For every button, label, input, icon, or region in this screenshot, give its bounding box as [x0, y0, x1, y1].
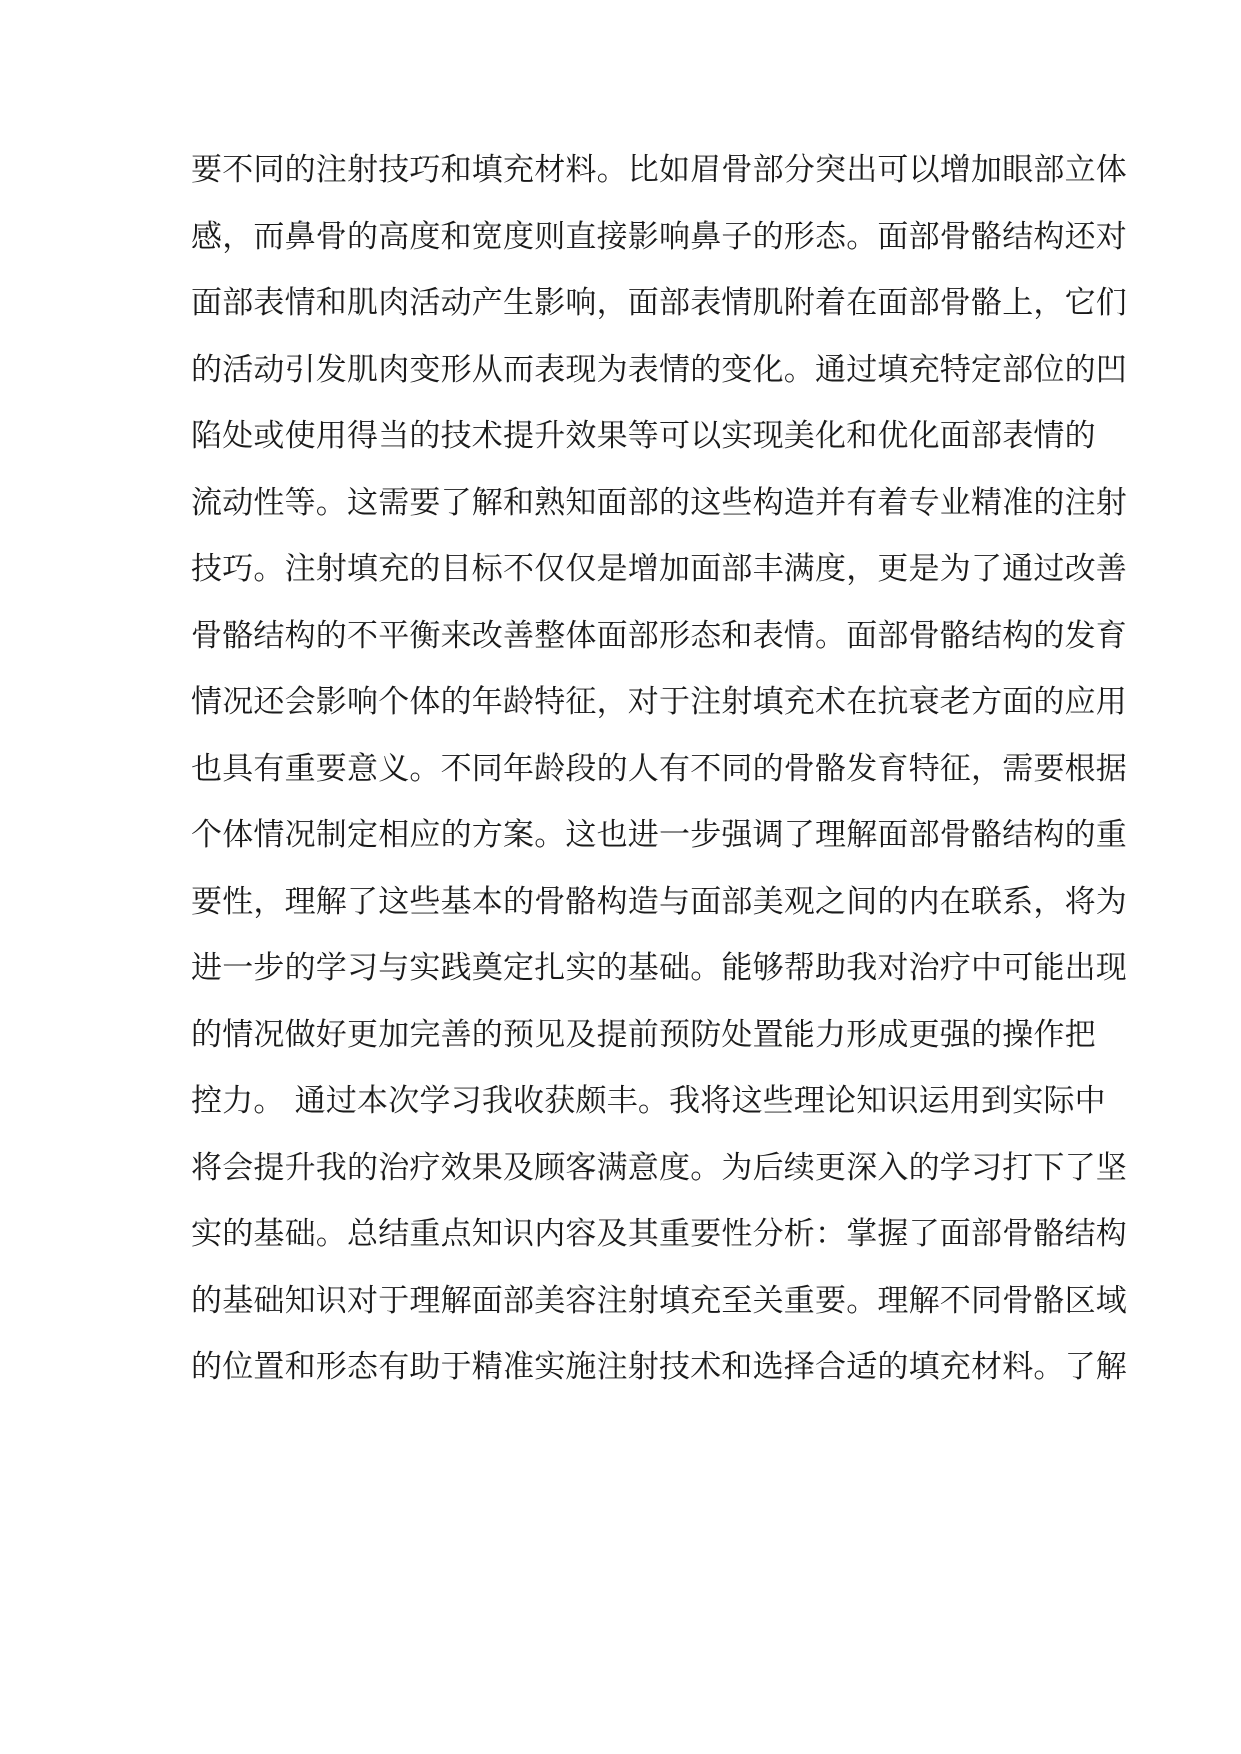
text-line: 的基础知识对于理解面部美容注射填充至关重要。理解不同骨骼区域	[191, 1282, 1127, 1319]
text-line: 要不同的注射技巧和填充材料。比如眉骨部分突出可以增加眼部立体	[191, 152, 1127, 188]
text-line: 技巧。注射填充的目标不仅仅是增加面部丰满度，更是为了通过改善	[191, 551, 1127, 587]
text-line: 的位置和形态有助于精准实施注射技术和选择合适的填充材料。了解	[191, 1349, 1127, 1385]
text-line: 要性，理解了这些基本的骨骼构造与面部美观之间的内在联系，将为	[191, 883, 1127, 920]
text-line: 陷处或使用得当的技术提升效果等可以实现美化和优化面部表情的	[191, 418, 1096, 454]
text-line: 实的基础。总结重点知识内容及其重要性分析：掌握了面部骨骼结构	[191, 1216, 1127, 1252]
text-line: 感，而鼻骨的高度和宽度则直接影响鼻子的形态。面部骨骼结构还对	[191, 218, 1127, 255]
text-line: 控力。 通过本次学习我收获颇丰。我将这些理论知识运用到实际中	[191, 1083, 1106, 1119]
text-line: 的活动引发肌肉变形从而表现为表情的变化。通过填充特定部位的凹	[191, 351, 1127, 388]
text-line: 进一步的学习与实践奠定扎实的基础。能够帮助我对治疗中可能出现	[191, 950, 1127, 986]
text-line: 面部表情和肌肉活动产生影响，面部表情肌附着在面部骨骼上，它们	[191, 285, 1127, 321]
text-line: 情况还会影响个体的年龄特征，对于注射填充术在抗衰老方面的应用	[191, 684, 1127, 720]
text-line: 骨骼结构的不平衡来改善整体面部形态和表情。面部骨骼结构的发育	[191, 617, 1127, 654]
text-line: 将会提升我的治疗效果及顾客满意度。为后续更深入的学习打下了坚	[191, 1149, 1127, 1186]
text-line: 也具有重要意义。不同年龄段的人有不同的骨骼发育特征，需要根据	[191, 750, 1127, 787]
text-line: 流动性等。这需要了解和熟知面部的这些构造并有着专业精准的注射	[191, 484, 1127, 521]
text-line: 个体情况制定相应的方案。这也进一步强调了理解面部骨骼结构的重	[191, 817, 1127, 853]
text-line: 的情况做好更加完善的预见及提前预防处置能力形成更强的操作把	[191, 1016, 1096, 1053]
body-text	[191, 150, 1127, 1414]
